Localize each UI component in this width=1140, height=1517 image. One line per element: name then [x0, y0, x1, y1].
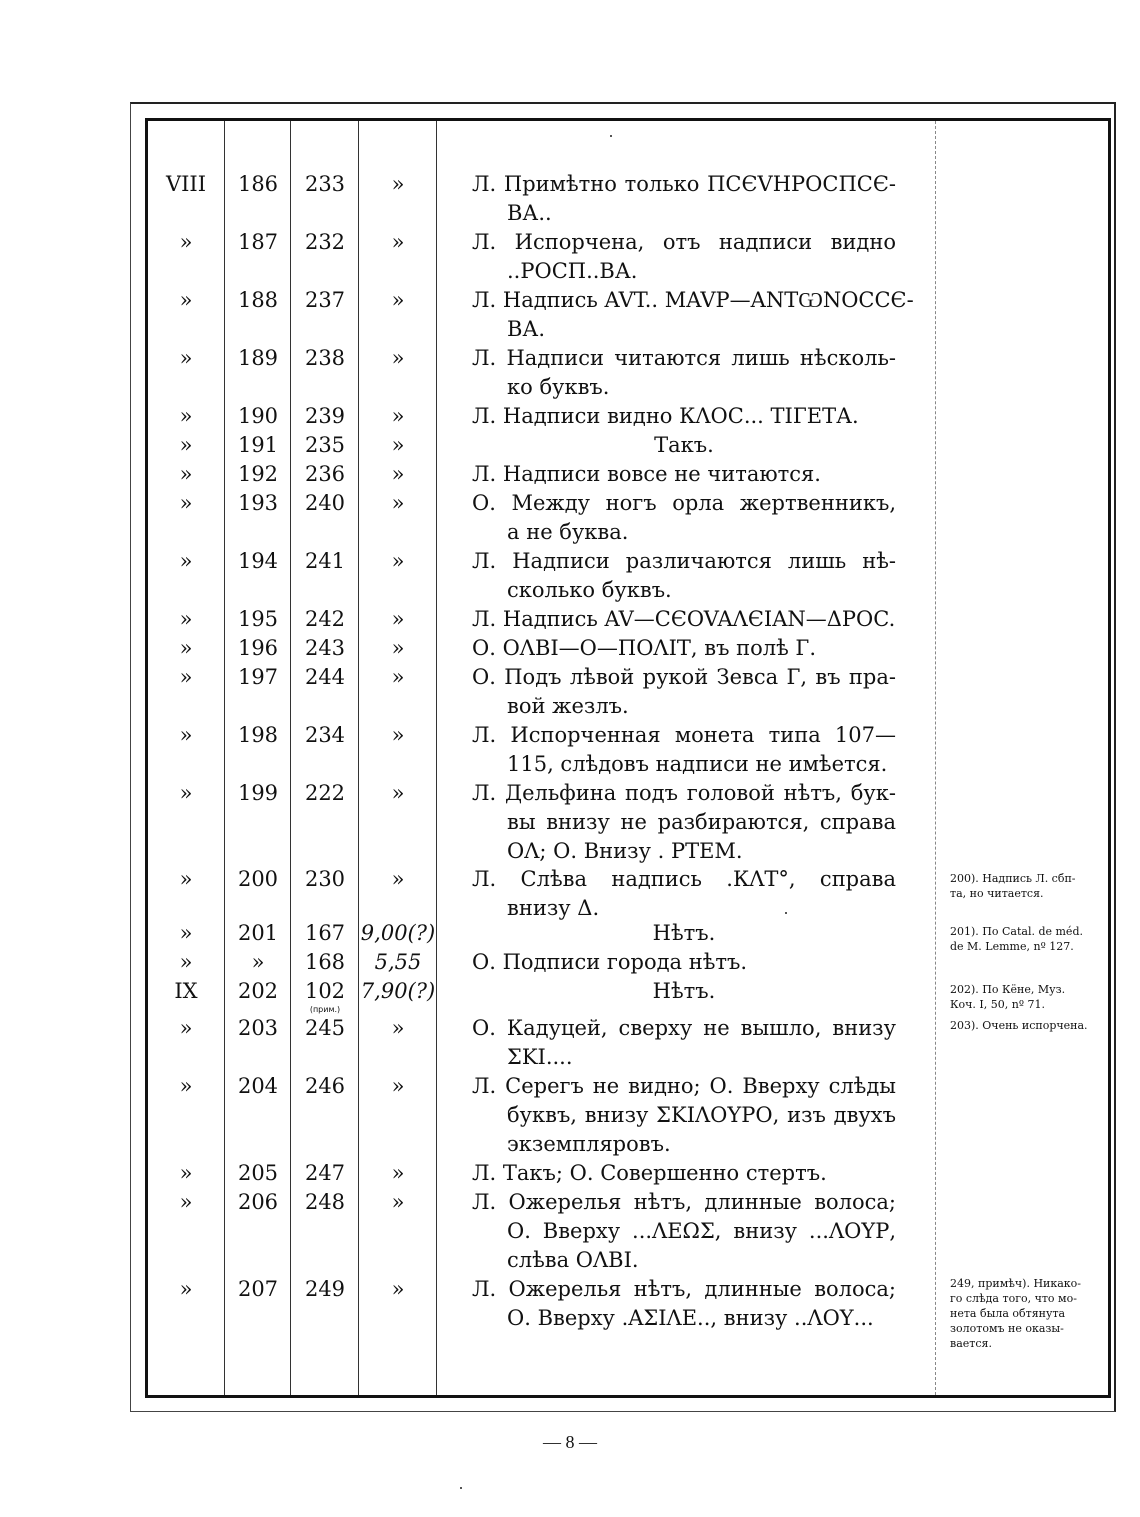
- description-line: Л. Такъ; О. Совершенно стертъ.: [472, 1161, 827, 1185]
- reference-cell: 242: [304, 607, 346, 631]
- reference-cell: 237: [304, 288, 346, 312]
- side-note: [950, 1276, 1110, 1351]
- description-cell: [472, 1014, 896, 1072]
- weight-cell: »: [391, 636, 405, 660]
- weight-cell: »: [391, 1190, 405, 1214]
- table-row: [0, 489, 1140, 547]
- table-row: [0, 1072, 1140, 1159]
- side-note-line: 201). По Catal. de méd.: [950, 925, 1083, 938]
- side-note-line: го слѣда того, что мо-: [950, 1292, 1077, 1305]
- description-line: О. Вверху ...ΛΕΩΣ, внизу ...ΛΟΥΡ,: [507, 1219, 896, 1243]
- description-line: Л. Дельфина подъ головой нѣтъ, бук-: [472, 781, 896, 805]
- table-row: [0, 460, 1140, 489]
- weight-cell: »: [391, 781, 405, 805]
- description-line: ВА..: [507, 201, 552, 225]
- series-cell: »: [179, 288, 193, 312]
- description-line: экземпляровъ.: [507, 1132, 671, 1156]
- description-line: сколько буквъ.: [507, 578, 672, 602]
- series-cell: »: [179, 1190, 193, 1214]
- series-cell: »: [179, 723, 193, 747]
- number-cell: 193: [237, 491, 279, 515]
- description-line: ко буквъ.: [507, 375, 610, 399]
- series-cell: »: [179, 1277, 193, 1301]
- reference-cell: 241: [304, 549, 346, 573]
- weight-cell: »: [391, 1074, 405, 1098]
- description-line: ΣΚΙ....: [507, 1045, 573, 1069]
- number-cell: 203: [237, 1016, 279, 1040]
- number-cell: 204: [237, 1074, 279, 1098]
- reference-cell: 222: [304, 781, 346, 805]
- weight-cell: »: [391, 1161, 405, 1185]
- table-row: [0, 344, 1140, 402]
- reference-cell: 239: [304, 404, 346, 428]
- reference-cell: 236: [304, 462, 346, 486]
- description-cell: [472, 1275, 896, 1333]
- description-line: Л. Серегъ не видно; О. Вверху слѣды: [472, 1074, 896, 1098]
- description-line: О. Кадуцей, сверху не вышло, внизу: [472, 1016, 896, 1040]
- number-cell: 194: [237, 549, 279, 573]
- table-row: [0, 634, 1140, 663]
- description-line: Л. Надпись AVT.. MAVP—ANTѠNOCCЄ-: [472, 288, 914, 312]
- weight-cell: »: [391, 1277, 405, 1301]
- weight-cell: 7,90(?): [360, 979, 436, 1003]
- description-line: вой жезлъ.: [507, 694, 629, 718]
- series-cell: »: [179, 1161, 193, 1185]
- description-cell: [472, 663, 896, 721]
- series-cell: »: [179, 346, 193, 370]
- description-cell: [472, 605, 896, 634]
- table-row: [0, 1159, 1140, 1188]
- weight-cell: »: [391, 867, 405, 891]
- description-line: слѣва ΟΛΒΙ.: [507, 1248, 639, 1272]
- series-cell: »: [179, 867, 193, 891]
- series-cell: »: [179, 781, 193, 805]
- table-row: [0, 431, 1140, 460]
- reference-cell: 244: [304, 665, 346, 689]
- side-note: [950, 982, 1110, 1012]
- description-line: Л. Испорченная монета типа 107—: [472, 723, 896, 747]
- number-cell: 199: [237, 781, 279, 805]
- table-row: [0, 286, 1140, 344]
- description-cell: [472, 228, 896, 286]
- description-line: Л. Примѣтно только ПCЄVHPOCПCЄ-: [472, 172, 896, 196]
- weight-cell: »: [391, 230, 405, 254]
- description-line: Л. Надписи читаются лишь нѣсколь-: [472, 346, 896, 370]
- description-line: О. Подписи города нѣтъ.: [472, 950, 748, 974]
- side-note-line: 202). По Кёне, Муз.: [950, 983, 1066, 996]
- table-row: [0, 547, 1140, 605]
- description-line: ..РОСП..ВА.: [507, 259, 638, 283]
- weight-cell: 9,00(?): [360, 921, 436, 945]
- number-cell: 198: [237, 723, 279, 747]
- description-cell: [472, 286, 914, 344]
- weight-cell: 5,55: [374, 950, 422, 974]
- side-note: [950, 1018, 1110, 1033]
- description-line: 115, слѣдовъ надписи не имѣется.: [507, 752, 888, 776]
- description-line: а не буква.: [507, 520, 629, 544]
- description-line: Л. Надписи различаются лишь нѣ-: [472, 549, 896, 573]
- series-cell: »: [179, 1074, 193, 1098]
- series-cell: »: [179, 665, 193, 689]
- description-cell: [472, 919, 896, 948]
- number-cell: 201: [237, 921, 279, 945]
- reference-cell: 168: [304, 950, 346, 974]
- description-cell: [472, 634, 896, 663]
- description-line: Такъ.: [654, 433, 714, 457]
- description-line: Л. Надписи видно КΛОС... ТІГЕТА.: [472, 404, 859, 428]
- description-line: ОΛ; О. Внизу . PTEM.: [507, 839, 743, 863]
- description-cell: [472, 779, 896, 866]
- table-row: [0, 228, 1140, 286]
- description-cell: [472, 977, 896, 1006]
- weight-cell: »: [391, 607, 405, 631]
- weight-cell: »: [391, 288, 405, 312]
- description-cell: [472, 1159, 896, 1188]
- number-cell: 186: [237, 172, 279, 196]
- number-cell: »: [251, 950, 265, 974]
- table-row: [0, 402, 1140, 431]
- description-line: Л. Ожерелья нѣтъ, длинные волоса;: [472, 1190, 896, 1214]
- number-cell: 200: [237, 867, 279, 891]
- series-cell: »: [179, 950, 193, 974]
- table-row: [0, 1188, 1140, 1275]
- reference-cell: 246: [304, 1074, 346, 1098]
- series-cell: »: [179, 462, 193, 486]
- reference-subnote: (прим.): [309, 1005, 341, 1014]
- description-cell: [472, 948, 896, 977]
- speck: [460, 1487, 462, 1489]
- description-line: Л. Надписи вовсе не читаются.: [472, 462, 821, 486]
- weight-cell: »: [391, 1016, 405, 1040]
- side-note-line: золотомъ не оказы-: [950, 1322, 1064, 1335]
- number-cell: 197: [237, 665, 279, 689]
- number-cell: 205: [237, 1161, 279, 1185]
- description-cell: [472, 431, 896, 460]
- series-cell: »: [179, 404, 193, 428]
- side-note-line: de M. Lemme, nº 127.: [950, 940, 1074, 953]
- description-cell: [472, 344, 896, 402]
- description-line: О. ОΛВІ—О—ПОΛІТ, въ полѣ Г.: [472, 636, 816, 660]
- number-cell: 191: [237, 433, 279, 457]
- series-cell: VIII: [165, 172, 207, 196]
- series-cell: »: [179, 230, 193, 254]
- weight-cell: »: [391, 462, 405, 486]
- side-note-line: 203). Очень испорчена.: [950, 1019, 1088, 1032]
- number-cell: 189: [237, 346, 279, 370]
- weight-cell: »: [391, 433, 405, 457]
- description-line: Л. Надпись AV—CЄOVAΛЄIAN—ΔPOC.: [472, 607, 896, 631]
- side-note: [950, 871, 1110, 901]
- reference-cell: 167: [304, 921, 346, 945]
- series-cell: »: [179, 433, 193, 457]
- speck: [610, 135, 612, 137]
- description-line: Л. Испорчена, отъ надписи видно: [472, 230, 896, 254]
- weight-cell: »: [391, 549, 405, 573]
- side-note: [950, 924, 1110, 954]
- description-cell: [472, 547, 896, 605]
- description-line: вы внизу не разбираются, справа: [507, 810, 896, 834]
- number-cell: 190: [237, 404, 279, 428]
- series-cell: »: [179, 549, 193, 573]
- number-cell: 207: [237, 1277, 279, 1301]
- speck: [785, 912, 787, 914]
- reference-cell: 233: [304, 172, 346, 196]
- reference-cell: 230: [304, 867, 346, 891]
- series-cell: IX: [174, 979, 198, 1003]
- number-cell: 202: [237, 979, 279, 1003]
- description-line: буквъ, внизу ΣΚΙΛΟΥΡΟ, изъ двухъ: [507, 1103, 896, 1127]
- description-line: Нѣтъ.: [652, 979, 716, 1003]
- description-line: Л. Ожерелья нѣтъ, длинные волоса;: [472, 1277, 896, 1301]
- weight-cell: »: [391, 723, 405, 747]
- description-cell: [472, 1072, 896, 1159]
- description-cell: [472, 1188, 896, 1275]
- series-cell: »: [179, 1016, 193, 1040]
- side-note-line: та, но читается.: [950, 887, 1044, 900]
- description-line: О. Вверху .ΑΣΙΛΕ.., внизу ..ΛΟΥ...: [507, 1306, 874, 1330]
- description-cell: [472, 170, 896, 228]
- number-cell: 192: [237, 462, 279, 486]
- description-cell: [472, 865, 896, 923]
- series-cell: »: [179, 921, 193, 945]
- table-row: [0, 605, 1140, 634]
- number-cell: 196: [237, 636, 279, 660]
- page-number: — 8 —: [543, 1432, 597, 1452]
- description-line: Л. Слѣва надпись .КΛТ°, справа: [472, 867, 896, 891]
- weight-cell: »: [391, 491, 405, 515]
- reference-cell: 234: [304, 723, 346, 747]
- description-cell: [472, 489, 896, 547]
- weight-cell: »: [391, 346, 405, 370]
- weight-cell: »: [391, 172, 405, 196]
- weight-cell: »: [391, 404, 405, 428]
- side-note-line: 200). Надпись Л. сбп-: [950, 872, 1076, 885]
- number-cell: 187: [237, 230, 279, 254]
- reference-cell: 240: [304, 491, 346, 515]
- side-note-line: 249, примѣч). Никако-: [950, 1277, 1082, 1290]
- weight-cell: »: [391, 665, 405, 689]
- number-cell: 188: [237, 288, 279, 312]
- reference-cell: 249: [304, 1277, 346, 1301]
- side-note-line: нета была обтянута: [950, 1307, 1066, 1320]
- description-line: ВА.: [507, 317, 546, 341]
- description-line: О. Подъ лѣвой рукой Зевса Г, въ пра-: [472, 665, 896, 689]
- number-cell: 206: [237, 1190, 279, 1214]
- reference-cell: 232: [304, 230, 346, 254]
- series-cell: »: [179, 636, 193, 660]
- series-cell: »: [179, 607, 193, 631]
- table-row: [0, 170, 1140, 228]
- reference-cell: 248: [304, 1190, 346, 1214]
- description-cell: [472, 460, 896, 489]
- reference-cell: 247: [304, 1161, 346, 1185]
- reference-cell: 238: [304, 346, 346, 370]
- table-row: [0, 721, 1140, 779]
- reference-cell: 235: [304, 433, 346, 457]
- number-cell: 195: [237, 607, 279, 631]
- reference-cell: 245: [304, 1016, 346, 1040]
- reference-cell: 102: [304, 979, 346, 1003]
- reference-cell: 243: [304, 636, 346, 660]
- description-line: О. Между ногъ орла жертвенникъ,: [472, 491, 896, 515]
- description-cell: [472, 721, 896, 779]
- side-note-line: вается.: [950, 1337, 992, 1350]
- description-line: внизу Δ.: [507, 896, 600, 920]
- table-row: [0, 779, 1140, 866]
- description-line: Нѣтъ.: [652, 921, 716, 945]
- series-cell: »: [179, 491, 193, 515]
- side-note-line: Коч. I, 50, nº 71.: [950, 998, 1045, 1011]
- description-cell: [472, 402, 896, 431]
- table-row: [0, 663, 1140, 721]
